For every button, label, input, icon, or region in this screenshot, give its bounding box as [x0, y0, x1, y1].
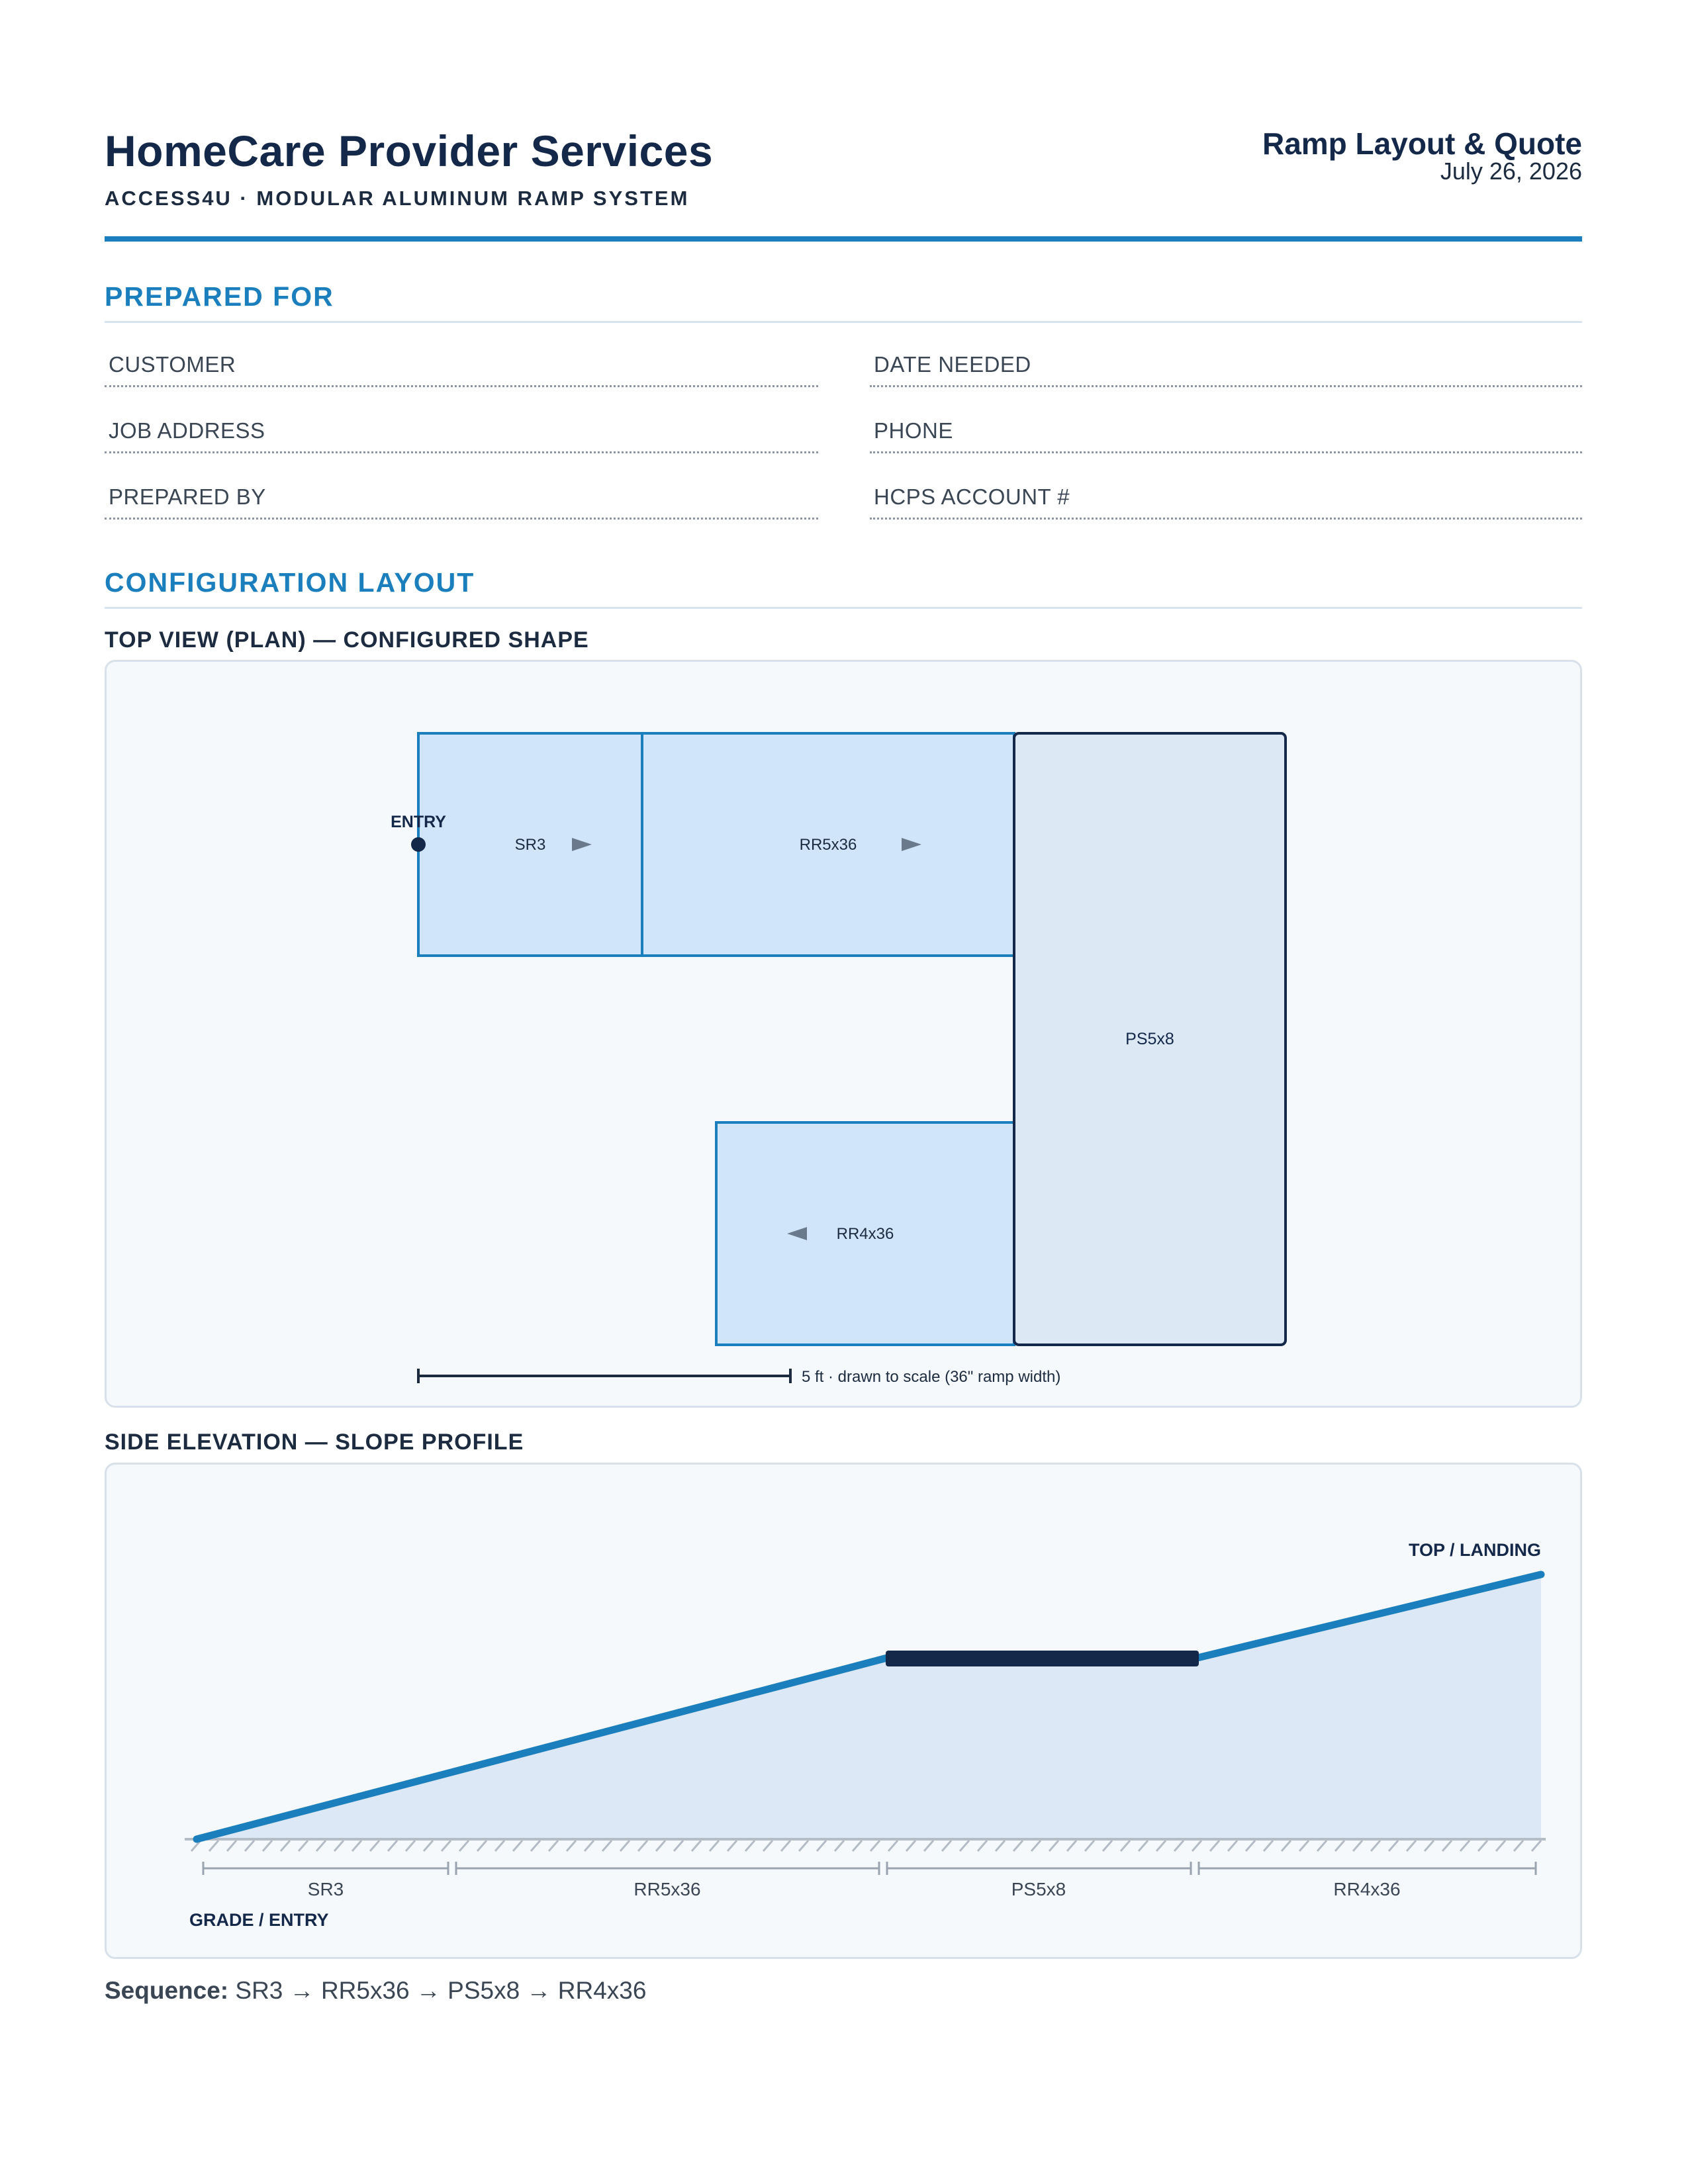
sequence-label: Sequence: — [105, 1977, 229, 2004]
section-title-configuration: CONFIGURATION LAYOUT — [105, 567, 475, 598]
ground-hatch-mark — [1246, 1841, 1255, 1851]
ground-hatch-mark — [1139, 1841, 1148, 1851]
ground-hatch-mark — [906, 1841, 915, 1851]
platform-segment-ps5x8 — [886, 1651, 1199, 1666]
ground-hatch-mark — [281, 1841, 290, 1851]
ground-hatch-mark — [1317, 1841, 1327, 1851]
ground-hatch — [191, 1841, 1541, 1851]
ground-hatch-mark — [835, 1841, 844, 1851]
ground-hatch-mark — [674, 1841, 683, 1851]
job-address-label: JOB ADDRESS — [109, 418, 265, 443]
ground-hatch-mark — [781, 1841, 790, 1851]
ground-hatch-mark — [870, 1841, 880, 1851]
ground-hatch-mark — [567, 1841, 576, 1851]
ground-hatch-mark — [1085, 1841, 1094, 1851]
ground-hatch-mark — [531, 1841, 540, 1851]
ground-hatch-mark — [459, 1841, 469, 1851]
product-subtitle: ACCESS4U · MODULAR ALUMINUM RAMP SYSTEM — [105, 187, 690, 210]
ground-hatch-mark — [1389, 1841, 1398, 1851]
ground-hatch-mark — [227, 1841, 236, 1851]
ground-hatch-mark — [817, 1841, 826, 1851]
ground-hatch-mark — [1335, 1841, 1344, 1851]
ground-hatch-mark — [1353, 1841, 1362, 1851]
document-date: July 26, 2026 — [1440, 158, 1582, 185]
module-rr5x36-label: RR5x36 — [799, 836, 857, 854]
ground-hatch-mark — [1228, 1841, 1237, 1851]
date-needed-field[interactable] — [870, 345, 1582, 387]
ground-hatch-mark — [1514, 1841, 1523, 1851]
ground-hatch-mark — [853, 1841, 862, 1851]
company-name: HomeCare Provider Services — [105, 126, 714, 175]
ground-hatch-mark — [1371, 1841, 1380, 1851]
top-view-drawing — [107, 662, 1584, 1410]
section-divider — [105, 607, 1582, 609]
ground-hatch-mark — [245, 1841, 254, 1851]
section-divider — [105, 321, 1582, 323]
sequence-value: SR3 → RR5x36 → PS5x8 → RR4x36 — [235, 1977, 647, 2004]
ground-hatch-mark — [1103, 1841, 1112, 1851]
ground-hatch-mark — [996, 1841, 1005, 1851]
ground-hatch-mark — [1264, 1841, 1273, 1851]
entry-point-icon — [411, 837, 426, 852]
ground-hatch-mark — [1407, 1841, 1416, 1851]
ground-hatch-mark — [334, 1841, 344, 1851]
ground-hatch-mark — [692, 1841, 701, 1851]
job-address-field[interactable] — [105, 412, 818, 453]
ground-hatch-mark — [1532, 1841, 1541, 1851]
ground-hatch-mark — [1013, 1841, 1023, 1851]
segment-label-rr4x36: RR4x36 — [1333, 1879, 1401, 1899]
ground-hatch-mark — [549, 1841, 558, 1851]
customer-field[interactable] — [105, 345, 818, 387]
ground-hatch-mark — [1192, 1841, 1201, 1851]
ground-hatch-mark — [710, 1841, 719, 1851]
ground-hatch-mark — [513, 1841, 522, 1851]
top-landing-label: TOP / LANDING — [1408, 1540, 1541, 1560]
account-number-field[interactable] — [870, 478, 1582, 520]
side-view-title: SIDE ELEVATION — SLOPE PROFILE — [105, 1430, 524, 1455]
document-header — [105, 126, 1582, 245]
phone-field[interactable] — [870, 412, 1582, 453]
ground-hatch-mark — [1442, 1841, 1452, 1851]
ground-hatch-mark — [1460, 1841, 1470, 1851]
scale-note: 5 ft · drawn to scale (36" ramp width) — [802, 1368, 1061, 1386]
segment-label-rr5x36: RR5x36 — [633, 1879, 701, 1899]
ground-hatch-mark — [263, 1841, 272, 1851]
grade-entry-label: GRADE / ENTRY — [189, 1910, 329, 1930]
ground-hatch-mark — [638, 1841, 647, 1851]
ground-hatch-mark — [442, 1841, 451, 1851]
ground-hatch-mark — [745, 1841, 755, 1851]
module-rr4x36-label: RR4x36 — [836, 1225, 894, 1243]
account-number-label: HCPS ACCOUNT # — [874, 484, 1070, 509]
ground-hatch-mark — [1299, 1841, 1309, 1851]
date-needed-label: DATE NEEDED — [874, 352, 1031, 377]
ground-hatch-mark — [1067, 1841, 1076, 1851]
prepared-by-label: PREPARED BY — [109, 484, 266, 509]
segment-label-ps5x8: PS5x8 — [1011, 1879, 1066, 1899]
document-title: Ramp Layout & Quote — [1262, 126, 1582, 161]
ground-hatch-mark — [1031, 1841, 1041, 1851]
ground-hatch-mark — [1496, 1841, 1505, 1851]
ground-hatch-mark — [424, 1841, 433, 1851]
ground-hatch-mark — [656, 1841, 665, 1851]
segment-dimension-lines — [203, 1862, 1536, 1875]
ground-hatch-mark — [1121, 1841, 1130, 1851]
slope-profile-fill — [197, 1574, 1541, 1839]
ground-hatch-mark — [799, 1841, 808, 1851]
module-ps5x8-label: PS5x8 — [1125, 1030, 1174, 1048]
ground-hatch-mark — [602, 1841, 612, 1851]
sequence-line — [105, 1977, 646, 2005]
segment-label-sr3: SR3 — [307, 1879, 344, 1899]
ground-hatch-mark — [1210, 1841, 1219, 1851]
customer-label: CUSTOMER — [109, 352, 236, 377]
entry-label: ENTRY — [391, 813, 446, 831]
ground-hatch-mark — [388, 1841, 397, 1851]
ground-hatch-mark — [352, 1841, 361, 1851]
ground-hatch-mark — [727, 1841, 737, 1851]
ground-hatch-mark — [1425, 1841, 1434, 1851]
ground-hatch-mark — [477, 1841, 487, 1851]
section-title-prepared-for: PREPARED FOR — [105, 281, 334, 312]
ground-hatch-mark — [1174, 1841, 1184, 1851]
ground-hatch-mark — [299, 1841, 308, 1851]
top-view-title: TOP VIEW (PLAN) — CONFIGURED SHAPE — [105, 627, 589, 653]
ground-hatch-mark — [495, 1841, 504, 1851]
phone-label: PHONE — [874, 418, 953, 443]
ground-hatch-mark — [1049, 1841, 1058, 1851]
ground-hatch-mark — [406, 1841, 415, 1851]
ground-hatch-mark — [620, 1841, 630, 1851]
prepared-by-field[interactable] — [105, 478, 818, 520]
ground-hatch-mark — [888, 1841, 898, 1851]
ground-hatch-mark — [1478, 1841, 1487, 1851]
ground-hatch-mark — [1156, 1841, 1166, 1851]
ground-hatch-mark — [316, 1841, 326, 1851]
header-divider — [105, 236, 1582, 242]
ground-hatch-mark — [763, 1841, 773, 1851]
ground-hatch-mark — [1282, 1841, 1291, 1851]
ground-hatch-mark — [924, 1841, 933, 1851]
ground-hatch-mark — [960, 1841, 969, 1851]
top-view-panel — [105, 660, 1582, 1408]
ground-hatch-mark — [585, 1841, 594, 1851]
ground-hatch-mark — [370, 1841, 379, 1851]
ground-hatch-mark — [978, 1841, 987, 1851]
ground-hatch-mark — [209, 1841, 218, 1851]
module-sr3-label: SR3 — [514, 836, 546, 854]
ground-hatch-mark — [942, 1841, 951, 1851]
side-view-drawing — [107, 1465, 1584, 1961]
side-view-panel — [105, 1463, 1582, 1959]
